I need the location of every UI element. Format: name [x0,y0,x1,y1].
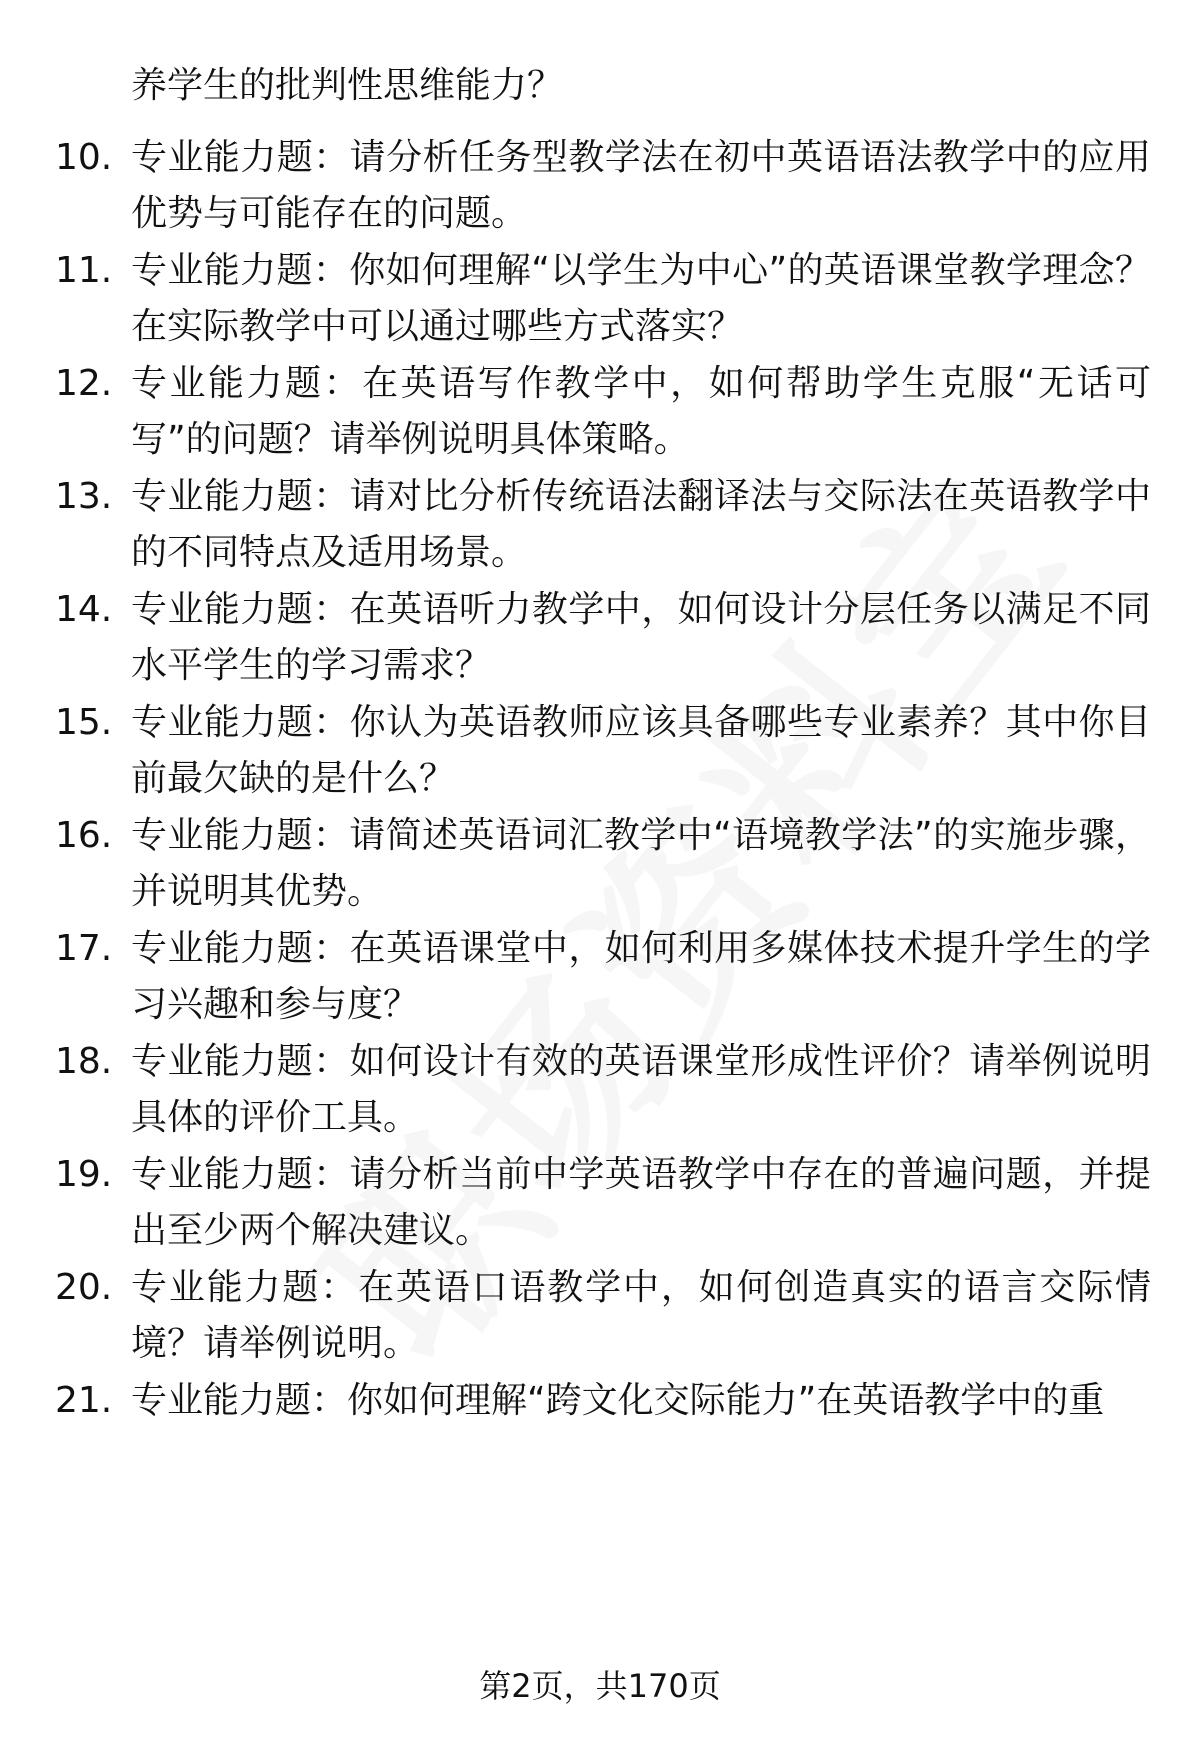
question-text: 专业能力题：在英语听力教学中，如何设计分层任务以满足不同水平学生的学习需求？ [131,589,1151,686]
list-item [0,1034,1200,1146]
continued-question-text: 养学生的批判性思维能力？ [131,65,564,106]
page-number: 第2页，共170页 [479,1667,721,1705]
question-number: 21. [55,1380,113,1421]
list-item [0,1373,1200,1429]
question-text: 专业能力题：请分析任务型教学法在初中英语语法教学中的应用优势与可能存在的问题。 [131,137,1151,234]
question-number: 13. [55,476,113,517]
question-number: 19. [55,1154,113,1195]
question-number: 18. [55,1041,113,1082]
question-text: 专业能力题：你如何理解“跨文化交际能力”在英语教学中的重 [131,1380,1105,1421]
question-number: 17. [55,928,113,969]
question-text: 专业能力题：在英语口语教学中，如何创造真实的语言交际情境？请举例说明。 [131,1267,1151,1364]
question-text: 专业能力题：如何设计有效的英语课堂形成性评价？请举例说明具体的评价工具。 [131,1041,1151,1138]
list-item [0,582,1200,694]
list-item [0,356,1200,468]
question-text: 专业能力题：在英语课堂中，如何利用多媒体技术提升学生的学习兴趣和参与度？ [131,928,1151,1025]
list-item [0,1260,1200,1372]
list-item [0,921,1200,1033]
question-text: 专业能力题：在英语写作教学中，如何帮助学生克服“无话可写”的问题？请举例说明具体策略。 [131,363,1151,460]
question-text: 专业能力题：请分析当前中学英语教学中存在的普遍问题，并提出至少两个解决建议。 [131,1154,1151,1251]
question-number: 15. [55,702,113,743]
question-text: 专业能力题：你如何理解“以学生为中心”的英语课堂教学理念？在实际教学中可以通过哪些方式落实？ [131,250,1151,347]
question-text: 专业能力题：请简述英语词汇教学中“语境教学法”的实施步骤，并说明其优势。 [131,815,1151,912]
list-item [0,695,1200,807]
list-item [0,808,1200,920]
list-item [0,243,1200,355]
list-item [0,1147,1200,1259]
question-number: 11. [55,250,113,291]
question-number: 16. [55,815,113,856]
question-number: 12. [55,363,113,404]
question-text: 专业能力题：请对比分析传统语法翻译法与交际法在英语教学中的不同特点及适用场景。 [131,476,1151,573]
list-item [0,469,1200,581]
question-number: 20. [55,1267,113,1308]
question-text: 专业能力题：你认为英语教师应该具备哪些专业素养？其中你目前最欠缺的是什么？ [131,702,1151,799]
question-number: 14. [55,589,113,630]
question-number: 10. [55,137,113,178]
list-item [0,130,1200,242]
